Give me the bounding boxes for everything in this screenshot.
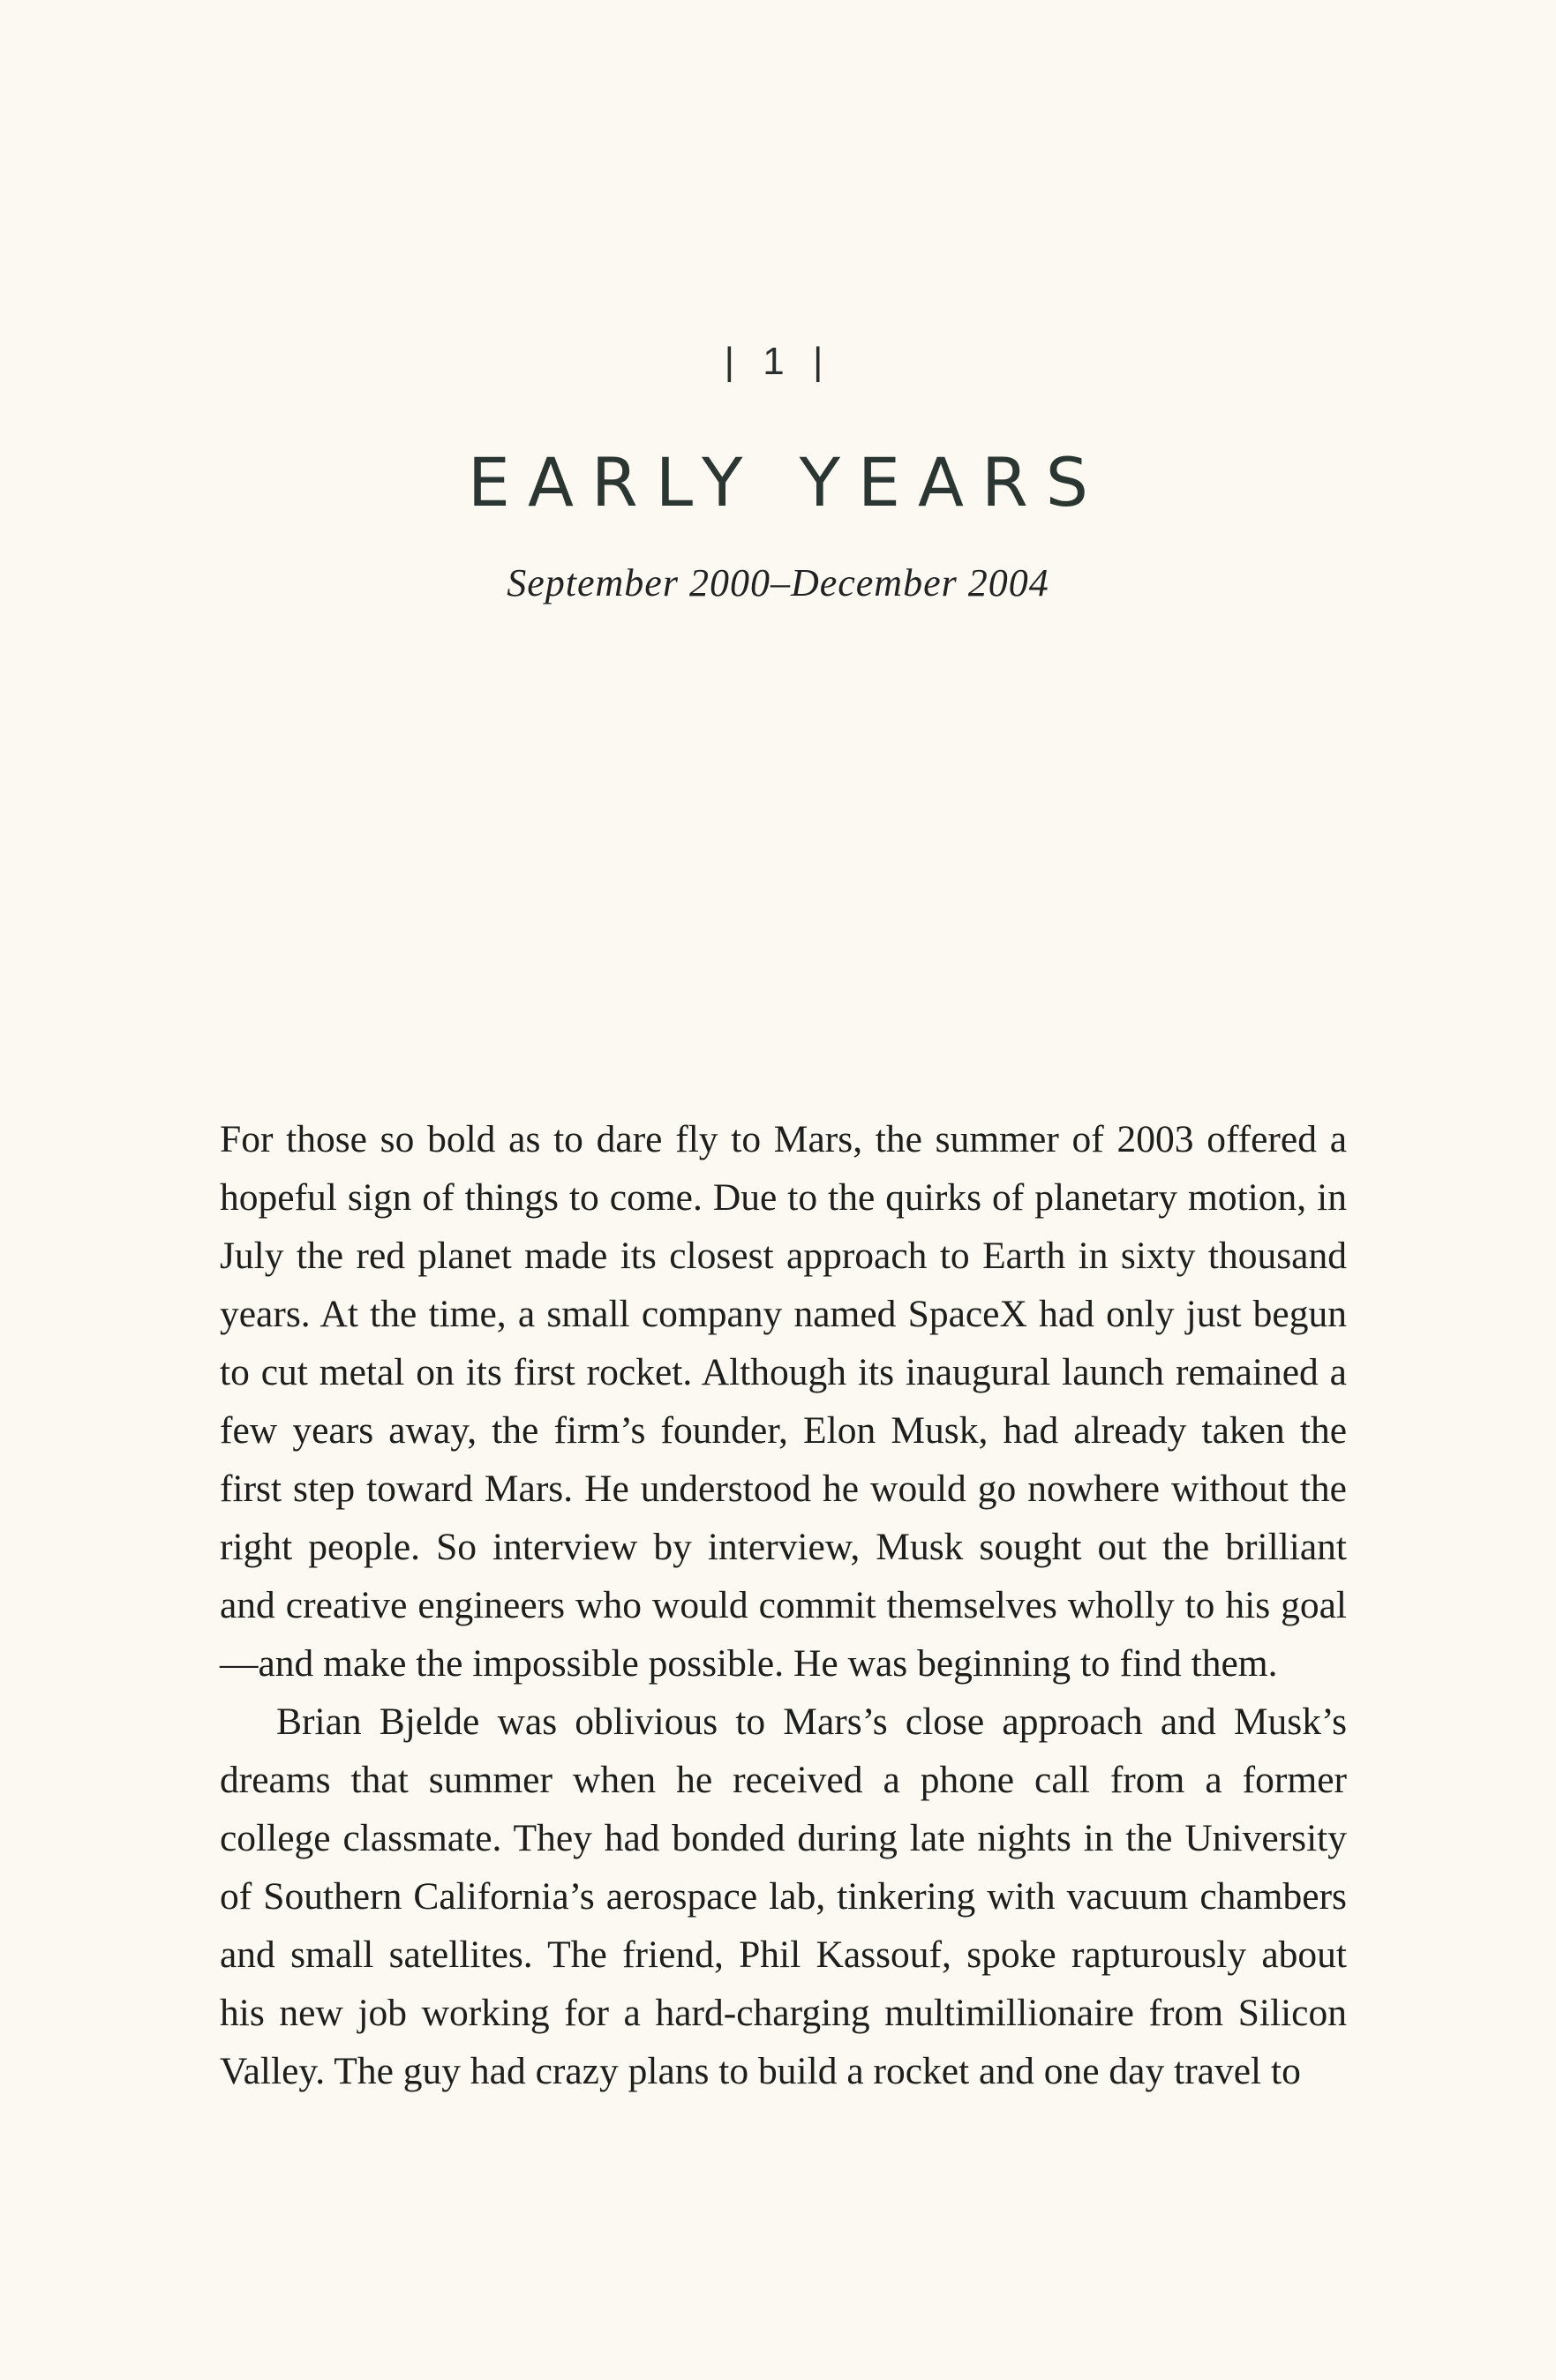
chapter-number: | 1 | — [724, 340, 832, 383]
paragraph: Brian Bjelde was oblivious to Mars’s close approach and Musk’s dreams that summer when he received a phone call from a former college classmate. They had bonded during late nights in the University of Southern California’s aerospace lab, tinkering with vacuum chambers and small satellites. The friend, Phil Kassouf, spoke rapturously about his new job working for a hard-charging multimillionaire from Silicon Valley. The guy had crazy plans to build a rocket and one day travel to — [220, 1701, 1347, 2092]
chapter-date-range: September 2000–December 2004 — [507, 561, 1049, 604]
paragraph: For those so bold as to dare fly to Mars, the summer of 2003 offered a hopeful sign of things to come. Due to the quirks of planetary motion, in July the red planet made its closest approach to Earth in sixty thousand years. At the time, a small company named SpaceX had only just begun to cut metal on its first rocket. Although its inaugural launch remained a few years away, the firm’s founder, Elon Musk, had already taken the first step toward Mars. He understood he would go nowhere without the right people. So interview by interview, Musk sought out the brilliant and creative engineers who would commit themselves wholly to his goal—and make the impossible possible. He was beginning to find them. — [220, 1118, 1347, 1685]
body-text — [220, 1110, 1347, 2100]
chapter-title: EARLY YEARS — [467, 443, 1107, 522]
